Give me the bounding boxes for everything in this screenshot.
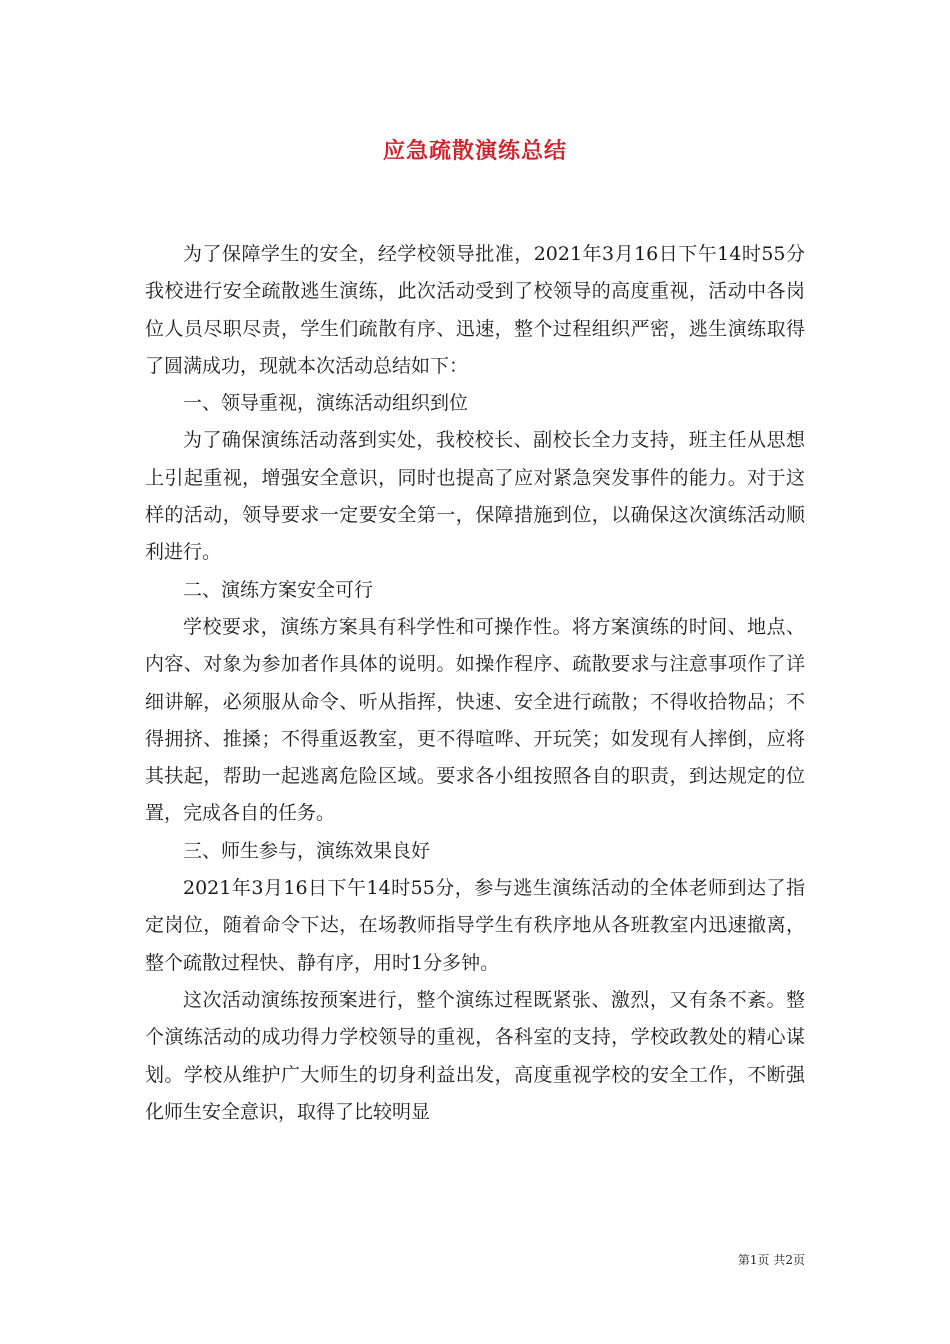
section-3-paragraph-2: 这次活动演练按预案进行，整个演练过程既紧张、激烈，又有条不紊。整个演练活动的成功得力学校领导的重视，各科室的支持，学校政教处的精心谋划。学校从维护广大师生的切身利益出发，高度重视学校的安全工作，不断强化师生安全意识，取得了比较明显 <box>145 988 805 1123</box>
section-heading-3: 三、师生参与，演练效果良好 <box>183 839 431 862</box>
section-2-paragraph: 学校要求，演练方案具有科学性和可操作性。将方案演练的时间、地点、内容、对象为参加者作具体的说明。如操作程序、疏散要求与注意事项作了详细讲解，必须服从命令、听从指挥，快速、安全进行疏散；不得收拾物品；不得拥挤、推搡；不得重返教室，更不得喧哗、开玩笑；如发现有人摔倒，应将其扶起，帮助一起逃离危险区域。要求各小组按照各自的职责，到达规定的位置，完成各自的任务。 <box>145 615 805 825</box>
section-heading-1: 一、领导重视，演练活动组织到位 <box>183 392 469 415</box>
intro-paragraph: 为了保障学生的安全，经学校领导批准，2021年3月16日下午14时55分我校进行安全疏散逃生演练，此次活动受到了校领导的高度重视，活动中各岗位人员尽职尽责，学生们疏散有序、迅速，整个过程组织严密，逃生演练取得了圆满成功，现就本次活动总结如下： <box>145 243 805 377</box>
document-title: 应急疏散演练总结 <box>382 138 567 164</box>
section-3-paragraph: 2021年3月16日下午14时55分，参与逃生演练活动的全体老师到达了指定岗位，随着命令下达，在场教师指导学生有秩序地从各班教室内迅速撤离，整个疏散过程快、静有序，用时1分多钟。 <box>145 877 805 974</box>
page-number: 第1页 共2页 <box>737 1253 805 1267</box>
section-1-paragraph: 为了确保演练活动落到实处，我校校长、副校长全力支持，班主任从思想上引起重视，增强安全意识，同时也提高了应对紧急突发事件的能力。对于这样的活动，领导要求一定要安全第一，保障措施到位，以确保这次演练活动顺利进行。 <box>145 429 805 564</box>
document-body <box>145 236 805 1131</box>
section-heading-2: 二、演练方案安全可行 <box>183 578 374 601</box>
